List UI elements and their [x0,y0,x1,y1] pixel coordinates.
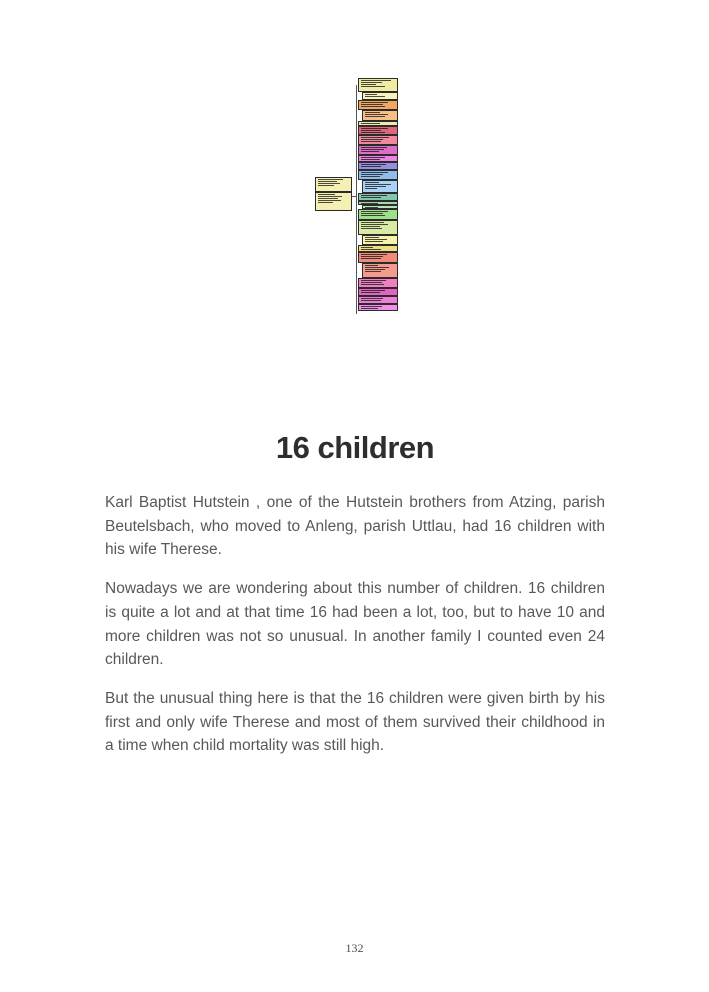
tiny-text-line [361,164,386,165]
tiny-text-line [365,116,385,117]
person-box [358,135,398,145]
tiny-text-line [361,247,373,248]
person-box [362,263,398,278]
tiny-text-line [361,128,388,129]
tiny-text-line [318,198,338,199]
tiny-text-line [361,166,381,167]
tiny-text-line [365,96,385,97]
person-box [358,155,398,162]
tiny-text-line [361,104,383,105]
tiny-text-line [361,123,380,124]
tiny-text-line [361,290,385,291]
tiny-text-line [361,280,386,281]
tiny-text-line [361,249,381,250]
person-box [358,220,398,235]
person-box [358,209,398,220]
tiny-text-line [361,139,383,140]
tiny-text-line [361,147,387,148]
tiny-text-line [361,82,382,83]
person-box [358,162,398,170]
body-text [105,491,605,758]
tree-parent-connector-line [352,196,357,197]
tree-vertical-connector-line [356,85,357,314]
tiny-text-line [361,300,381,301]
tiny-text-line [365,112,380,113]
paragraph-1: Karl Baptist Hutstein , one of the Hutstein brothers from Atzing, parish Beutelsbach, who moved to Anleng, parish Uttlau, had 16 children with his wife Therese. [105,494,605,559]
person-box [362,235,398,245]
person-box [358,288,398,296]
tiny-text-line [365,265,378,266]
tiny-text-line [361,215,385,216]
tiny-text-line [365,184,391,185]
tiny-text-line [361,130,381,131]
tiny-text-line [361,224,388,225]
paragraph-2: Nowadays we are wondering about this number of children. 16 children is quite a lot and at that time 16 had been a lot, too, but to have 10 and more children was not so unusual. In another family I counted even 24 children. [105,580,605,669]
tiny-text-line [361,306,382,307]
tiny-text-line [365,271,381,272]
tiny-text-line [361,203,378,204]
person-box [358,245,398,252]
tiny-text-line [361,137,389,138]
tiny-text-line [361,172,388,173]
tiny-text-line [318,181,337,182]
person-box [358,296,398,304]
person-box [358,100,398,110]
person-box [358,145,398,155]
page-title: 16 children [275,430,435,465]
tiny-text-line [318,194,335,195]
tiny-text-line [361,228,382,229]
person-box [315,192,352,211]
paragraph-3: But the unusual thing here is that the 16 children were given birth by his first and only wife Therese and most of them survived their childhood in a time when child mortality was still high. [105,689,605,755]
tiny-text-line [361,256,383,257]
tiny-text-line [361,141,381,142]
tiny-text-line [361,176,380,177]
tiny-text-line [361,258,381,259]
person-box [358,278,398,288]
person-box [358,170,398,180]
tiny-text-line [361,292,380,293]
tiny-text-line [365,207,378,208]
tiny-text-line [318,196,342,197]
tiny-text-line [361,151,379,152]
tree-parent-boxes [315,177,352,211]
tiny-text-line [361,211,388,212]
tiny-text-line [365,114,388,115]
tiny-text-line [318,185,334,186]
tiny-text-line [318,200,341,201]
person-box [358,193,398,201]
tiny-text-line [361,84,376,85]
person-box [315,177,352,192]
tiny-text-line [365,239,387,240]
tiny-text-line [361,284,384,285]
tiny-text-line [365,186,386,187]
tiny-text-line [361,86,385,87]
tiny-text-line [361,308,378,309]
text-block [105,429,605,773]
tiny-text-line [361,298,383,299]
tiny-text-line [361,174,383,175]
tiny-text-line [365,269,385,270]
tiny-text-line [361,102,388,103]
tiny-text-line [361,149,384,150]
tiny-text-line [361,106,385,107]
tiny-text-line [365,94,377,95]
tiny-text-line [361,80,391,81]
tiny-text-line [361,222,384,223]
tiny-text-line [361,195,387,196]
tiny-text-line [361,132,385,133]
tree-children-boxes [358,78,398,311]
tiny-text-line [318,183,340,184]
tiny-text-line [365,241,383,242]
tiny-text-line [365,182,379,183]
tiny-text-line [318,179,343,180]
tiny-text-line [361,159,380,160]
tiny-text-line [361,213,383,214]
person-box [358,78,398,92]
page-number: 132 [345,941,364,955]
tiny-text-line [365,267,389,268]
person-box [358,304,398,311]
person-box [358,126,398,135]
tiny-text-line [361,254,387,255]
tiny-text-line [361,197,381,198]
tiny-text-line [361,226,380,227]
tiny-text-line [361,282,382,283]
person-box [358,252,398,263]
tiny-text-line [365,237,379,238]
person-box [362,92,398,100]
family-tree-diagram [313,77,405,323]
person-box [362,180,398,193]
tiny-text-line [361,157,385,158]
tiny-text-line [365,188,377,189]
tiny-text-line [318,202,333,203]
person-box [362,110,398,121]
